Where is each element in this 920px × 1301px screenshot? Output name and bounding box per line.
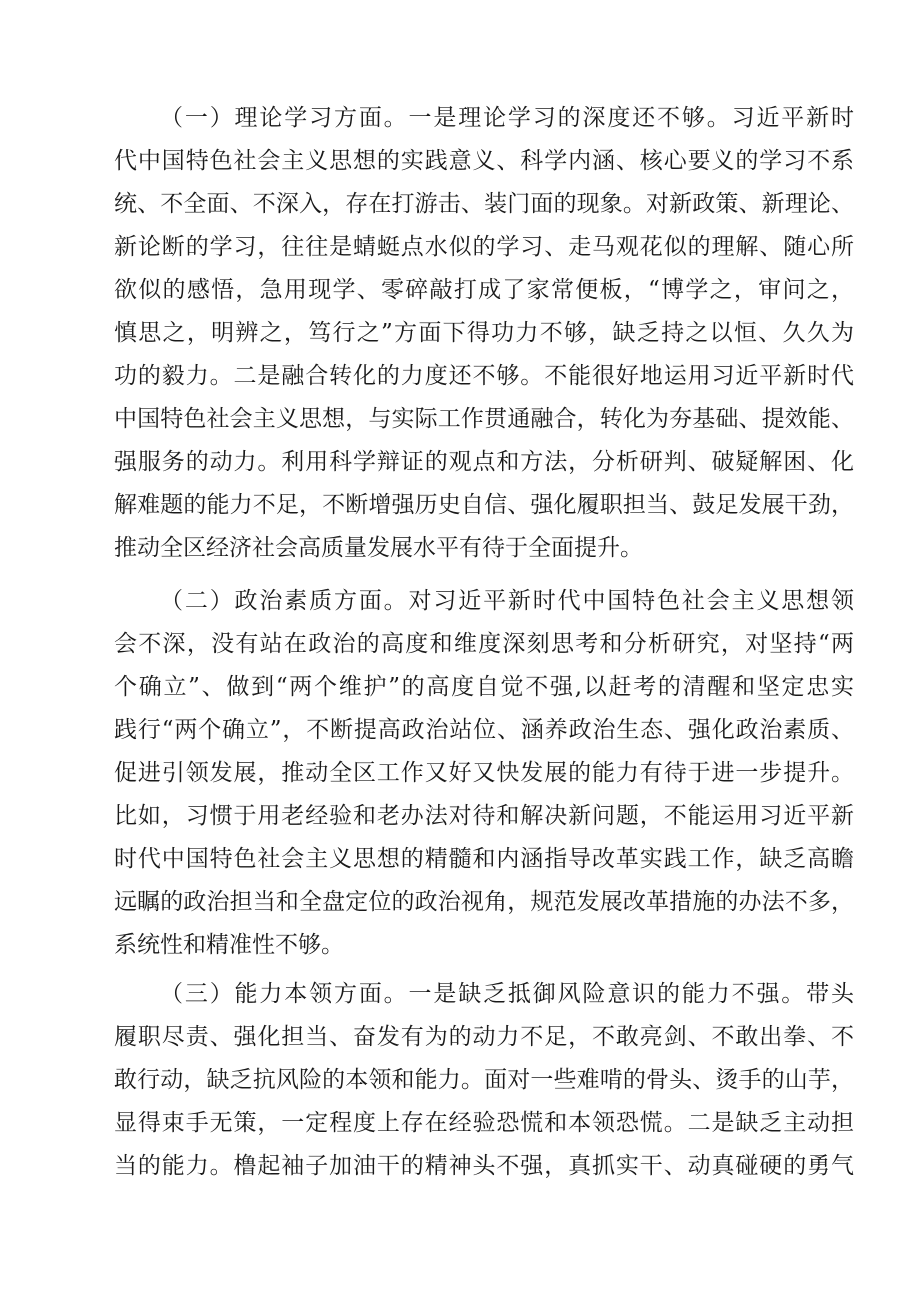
text-line: 新论断的学习，往往是蜻蜓点水似的学习、走马观花似的理解、随心所: [114, 234, 854, 260]
text-line: 推动全区经济社会高质量发展水平有待于全面提升。: [114, 535, 643, 561]
text-line: 显得束手无策，一定程度上存在经验恐慌和本领恐慌。二是缺乏主动担: [114, 1110, 854, 1136]
text-line: 当的能力。橹起袖子加油干的精神头不强，真抓实干、动真碰硬的勇气: [114, 1153, 854, 1179]
text-line: 强服务的动力。利用科学辩证的观点和方法，分析研判、破疑解困、化: [114, 449, 854, 475]
text-line: 促进引领发展，推动全区工作又好又快发展的能力有待于进一步提升。: [114, 760, 854, 786]
text-line: 敢行动，缺乏抗风险的本领和能力。面对一些难啃的骨头、烫手的山芋，: [114, 1067, 854, 1093]
text-line: （二）政治素质方面。对习近平新时代中国特色社会主义思想领: [160, 588, 854, 614]
text-line: 统、不全面、不深入，存在打游击、装门面的现象。对新政策、新理论、: [114, 191, 854, 217]
text-line: 会不深，没有站在政治的高度和维度深刻思考和分析研究，对坚持“两: [114, 631, 854, 657]
text-line: 解难题的能力不足，不断增强历史自信、强化履职担当、鼓足发展干劲，: [114, 492, 854, 518]
text-line: 系统性和精准性不够。: [114, 932, 344, 958]
text-line: 比如，习惯于用老经验和老办法对待和解决新问题，不能运用习近平新: [114, 803, 854, 829]
text-line: （三）能力本领方面。一是缺乏抵御风险意识的能力不强。带头: [160, 981, 854, 1007]
text-line: 远瞩的政治担当和全盘定位的政治视角，规范发展改革措施的办法不多，: [114, 889, 854, 915]
text-line: 履职尽责、强化担当、奋发有为的动力不足，不敢亮剑、不敢出拳、不: [114, 1024, 854, 1050]
text-line: 慎思之，明辨之，笃行之”方面下得功力不够，缺乏持之以恒、久久为: [114, 320, 854, 346]
text-line: 代中国特色社会主义思想的实践意义、科学内涵、核心要义的学习不系: [114, 148, 854, 174]
text-line: 践行“两个确立”，不断提高政治站位、涵养政治生态、强化政治素质、: [114, 717, 854, 743]
text-line: 功的毅力。二是融合转化的力度还不够。不能很好地运用习近平新时代: [114, 363, 854, 389]
text-line: （一）理论学习方面。一是理论学习的深度还不够。习近平新时: [160, 105, 854, 131]
text-line: 中国特色社会主义思想，与实际工作贯通融合，转化为夯基础、提效能、: [114, 406, 854, 432]
text-line: 欲似的感悟，急用现学、零碎敲打成了家常便板，“博学之，审问之，: [114, 277, 854, 303]
text-line: 个确立”、做到“两个维护”的高度自觉不强,以赶考的清醒和坚定忠实: [114, 674, 854, 700]
text-line: 时代中国特色社会主义思想的精髓和内涵指导改革实践工作，缺乏高瞻: [114, 846, 854, 872]
